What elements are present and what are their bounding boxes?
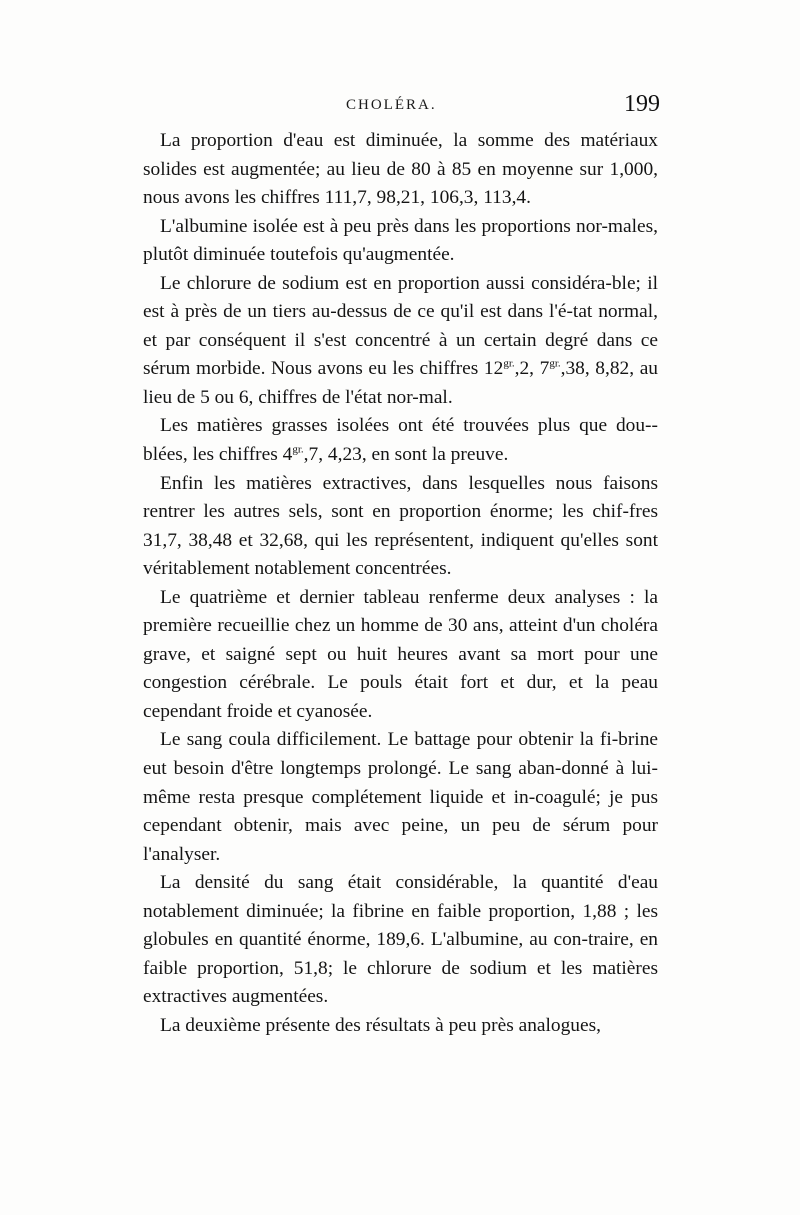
paragraph: L'albumine isolée est à peu près dans les proportions nor-males, plutôt diminuée toutefois qu'augmentée. — [143, 215, 658, 266]
paragraph: La proportion d'eau est diminuée, la somme des matériaux solides est augmentée; au lieu de 80 à 85 en moyenne sur 1,000, nous avons les chiffres 111,7, 98,21, 106,3, 113,4. — [143, 130, 658, 209]
paragraph: Le sang coula difficilement. Le battage pour obtenir la fi-brine eut besoin d'être longtemps prolongé. Le sang aban-donné à lui-même resta presque complétement liquide et in-coagulé; je pus cependant obtenir, mais avec peine, un peu de sérum pour l'analyser. — [143, 729, 658, 865]
running-head — [0, 93, 800, 123]
unit-superscript: gr. — [503, 357, 515, 370]
paragraph: Le chlorure de sodium est en proportion aussi considéra-ble; il est à près de un tiers au-dessus de ce qu'il est dans l'é-tat normal, et par conséquent il s'est concentré à un certain degré dans ce sérum morbide. Nous avons eu les chiffres $12^{gr.},2$, $7^{gr.},38$, 8,82, au lieu de 5 ou 6, chiffres de l'état nor-mal. — [143, 272, 658, 408]
paragraph: La deuxième présente des résultats à peu près analogues, — [160, 1014, 601, 1036]
unit-superscript: gr. — [549, 357, 561, 370]
unit-superscript: gr. — [292, 443, 304, 456]
body-text — [143, 127, 658, 1041]
page-number: 199 — [624, 91, 660, 117]
paragraph: Enfin les matières extractives, dans lesquelles nous faisons rentrer les autres sels, sont en proportion énorme; les chif-fres 31,7, 38,48 et 32,68, qui les représentent, indiquent qu'elles sont véritablement notablement concentrées. — [143, 472, 658, 580]
running-title: CHOLÉRA. — [346, 97, 437, 113]
paragraph: Les matières grasses isolées ont été trouvées plus que dou-blées, les chiffres $4^{gr.},7$, 4,23, en sont la preuve. — [143, 415, 658, 466]
paragraph: La densité du sang était considérable, la quantité d'eau notablement diminuée; la fibrine en faible proportion, 1,88 ; les globules en quantité énorme, 189,6. L'albumine, au con-traire, en faible proportion, 51,8; le chlorure de sodium et les matières extractives augmentées. — [143, 872, 658, 1008]
paragraph: Le quatrième et dernier tableau renferme deux analyses : la première recueillie chez un homme de 30 ans, atteint d'un choléra grave, et saigné sept ou huit heures avant sa mort pour une congestion cérébrale. Le pouls était fort et dur, et la peau cependant froide et cyanosée. — [143, 586, 658, 722]
